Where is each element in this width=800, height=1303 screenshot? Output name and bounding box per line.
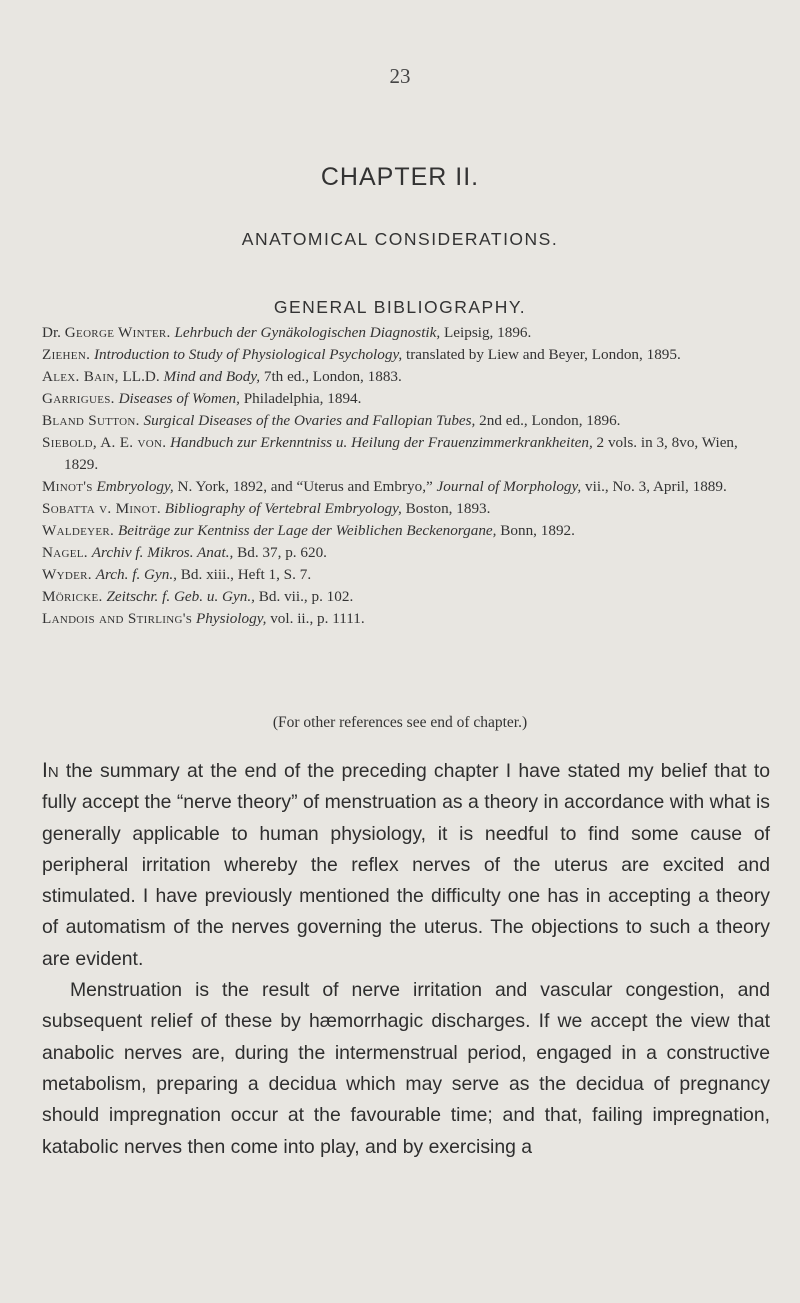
bibliography-entry (42, 366, 772, 388)
section-title: ANATOMICAL CONSIDERATIONS. (241, 229, 559, 249)
bibliography-entry (42, 608, 772, 630)
bib-author: Siebold, A. E. von. (42, 434, 167, 451)
paragraph (42, 755, 770, 975)
bibliography-heading: GENERAL BIBLIOGRAPHY. (273, 297, 527, 317)
bib-title: Arch. f. Gyn., (95, 566, 177, 583)
bib-title: Journal of Morphology, (436, 478, 582, 495)
paragraph (42, 975, 770, 1163)
bib-title: Mind and Body, (163, 368, 261, 385)
chapter-title: CHAPTER II. (320, 163, 480, 191)
bib-author: Landois and Stirling's (42, 610, 193, 627)
bib-details: Bd. 37, p. 620. (233, 544, 327, 561)
bib-details: 2 vols. in 3, 8vo, Wien, 1829. (64, 434, 738, 473)
bib-author: Bland Sutton. (42, 412, 140, 429)
bibliography-entry (42, 476, 772, 498)
body-text (42, 755, 770, 1163)
bib-title: Archiv f. Mikros. Anat., (91, 544, 234, 561)
bibliography-note: (For other references see end of chapter.) (272, 714, 528, 731)
bibliography-entry (42, 520, 772, 542)
bib-details: 2nd ed., London, 1896. (475, 412, 621, 429)
bib-title: Embryology, (96, 478, 174, 495)
bib-title: Zeitschr. f. Geb. u. Gyn., (106, 588, 255, 605)
bibliography-entry (42, 542, 772, 564)
bibliography-entry: Dr. George Winter. Lehrbuch der Gynäkologischen Diagnostik, Leipsig, 1896. (42, 324, 532, 341)
bib-details: N. York, 1892, and “Uterus and Embryo,” (173, 478, 437, 495)
bib-title: Beiträge zur Kentniss der Lage der Weiblichen Beckenorgane, (117, 522, 497, 539)
bib-author: Möricke. (42, 588, 103, 605)
bib-details: Leipsig, 1896. (440, 324, 532, 341)
bib-author: Wyder. (42, 566, 92, 583)
bib-title: Bibliography of Vertebral Embryology, (164, 500, 402, 517)
bibliography-entry (42, 432, 772, 476)
bib-details: LL.D. (118, 368, 164, 385)
bib-author: Minot's (42, 478, 93, 495)
bib-title: Introduction to Study of Physiological Psychology, (93, 346, 403, 363)
bib-title: Physiology, (195, 610, 267, 627)
bib-details: vii., No. 3, April, 1889. (581, 478, 727, 495)
bibliography-entry (42, 410, 772, 432)
bib-details: Boston, 1893. (401, 500, 491, 517)
bib-author: Alex. Bain, (42, 368, 119, 385)
bibliography-list (42, 322, 772, 630)
bib-details: Bonn, 1892. (496, 522, 575, 539)
paragraph-text: Menstruation is the result of nerve irritation and vascular congestion, and subsequent relief of these by hæmorrhagic discharges. If we accept the view that anabolic nerves are, during the intermenstrual period, engaged in a constructive metabolism, preparing a decidua which may serve as the decidua of pregnancy should impregnation occur at the favourable time; and that, failing impregnation, katabolic nerves then come into play, and by exercising a (42, 979, 770, 1158)
bibliography-entry (42, 388, 772, 410)
bib-author: George Winter. (64, 324, 171, 341)
bib-title: Diseases of Women, (118, 390, 240, 407)
bib-author: Ziehen. (42, 346, 91, 363)
bibliography-entry (42, 498, 772, 520)
bib-author: Nagel. (42, 544, 88, 561)
bib-title: Lehrbuch der Gynäkologischen Diagnostik, (174, 324, 441, 341)
bib-author: Garrigues. (42, 390, 115, 407)
bibliography-entry (42, 564, 772, 586)
bibliography-entry (42, 586, 772, 608)
paragraph-text: the summary at the end of the preceding chapter I have stated my belief that to fully accept the “nerve theory” of menstruation as a theory in accordance with what is generally applicable to human physiology, it is needful to find some cause of peripheral irritation whereby the reflex nerves of the uterus are excited and stimulated. I have previously mentioned the difficulty one has in accepting a theory of automatism of the nerves governing the uterus. The objections to such a theory are evident. (42, 760, 770, 970)
bib-details: Bd. vii., p. 102. (254, 588, 354, 605)
bib-details: Philadelphia, 1894. (239, 390, 362, 407)
bib-details: vol. ii., p. 1111. (266, 610, 365, 627)
bib-title: Surgical Diseases of the Ovaries and Fallopian Tubes, (143, 412, 476, 429)
bib-title: Handbuch zur Erkenntniss u. Heilung der Frauenzimmerkrankheiten, (170, 434, 593, 451)
bib-details: 7th ed., London, 1883. (260, 368, 402, 385)
bib-author: Sobatta v. Minot. (42, 500, 161, 517)
bib-details: Bd. xiii., Heft 1, S. 7. (176, 566, 312, 583)
bibliography-entry (42, 344, 772, 366)
bib-details: translated by Liew and Beyer, London, 1895. (402, 346, 681, 363)
paragraph-lead: In (42, 759, 59, 782)
page-number: 23 (389, 64, 411, 88)
bib-author: Waldeyer. (42, 522, 115, 539)
